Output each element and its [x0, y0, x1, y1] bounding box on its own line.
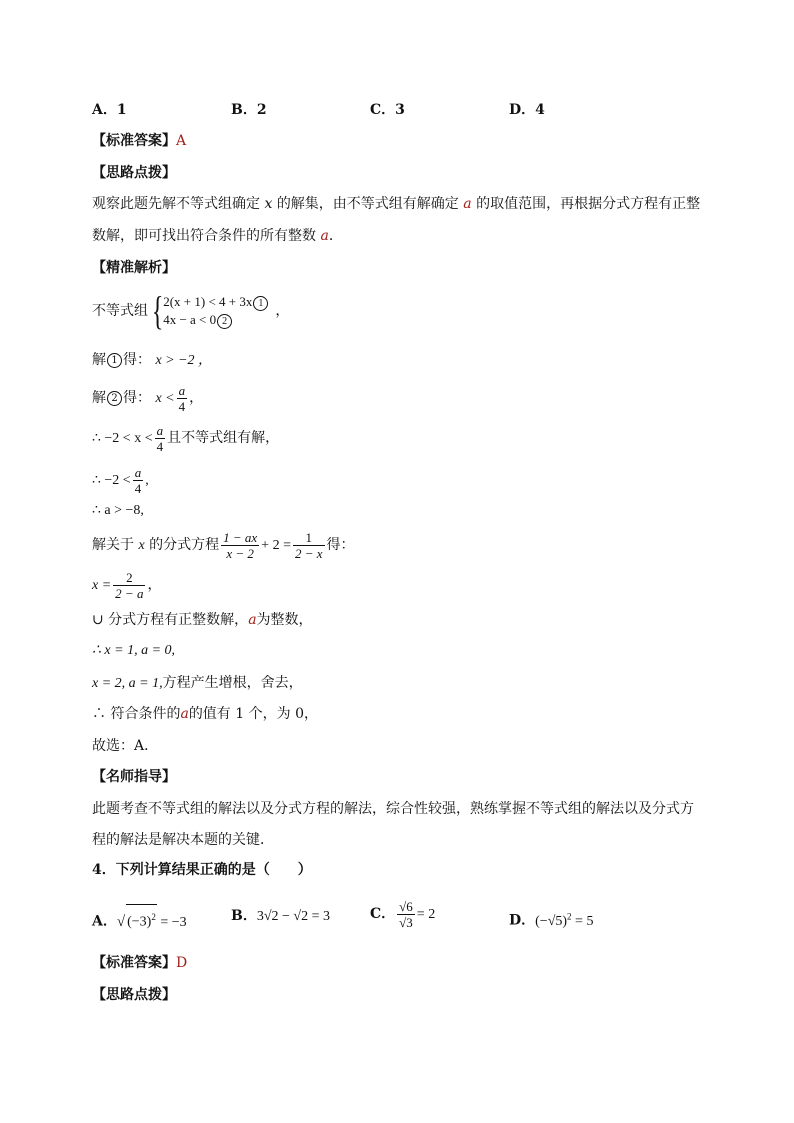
teacher-line-1: 此题考查不等式组的解法以及分式方程的解法，综合性较强，熟练掌握不等式组的解法以及分式方: [92, 801, 694, 817]
q4-option-b: B．3√2 − √2 = 3: [231, 908, 331, 924]
fraction-equation: 解关于 x 的分式方程 $\frac{1 - ax}{x - 2}$ + 2 = $\frac{1}{2 - x}$ 得：: [92, 529, 355, 561]
teacher-heading: 【名师指导】: [92, 769, 176, 785]
answer-label: 【标准答案】: [92, 955, 176, 971]
q3-option-a: A．1: [92, 102, 127, 118]
inequality-1: 2(x + 1) < 4 + 3x 1: [163, 293, 269, 311]
q3-hint-line-2: 数解，即可找出符合条件的所有整数 a．: [92, 228, 343, 244]
q4-answer: [92, 953, 187, 973]
range-line: ∴ −2 < x < $\frac{a}{4}$ 且不等式组有解，: [92, 422, 280, 454]
q4-hint-heading: 【思路点拨】: [92, 987, 176, 1003]
x-solution: x = $\frac{2}{2 - a}$ ，: [92, 569, 162, 601]
q4-option-c: C． $\frac{√6}{√3}$ = 2: [370, 898, 436, 930]
conclusion: ∴ 符合条件的a的值有 1 个，为 0，: [92, 706, 318, 722]
q4-option-d: D．$(-√5)^2 = 5$: [509, 911, 594, 929]
inequality-2: 4x − a < 0 2: [163, 311, 269, 329]
teacher-line-2: 程的解法是解决本题的关键．: [92, 832, 274, 848]
q3-option-b: B．2: [231, 102, 267, 118]
answer-value: A: [176, 133, 187, 149]
q3-hint-line-1: 观察此题先解不等式组确定 x 的解集，由不等式组有解确定 a 的取值范围，再根据分式方程有正整: [92, 196, 701, 212]
q3-hint-heading: 【思路点拨】: [92, 165, 176, 181]
condition-line: ∪ 分式方程有正整数解，a为整数，: [92, 612, 313, 628]
q3-answer: [92, 131, 186, 151]
solve-1: 解 1 得： x > −2 ，: [92, 352, 213, 368]
solve-2: 解 2 得： x < $\frac{a}{4}$ ，: [92, 382, 204, 414]
a-result: ∴ a > −8,: [92, 503, 144, 518]
q3-analysis-heading: 【精准解析】: [92, 260, 176, 276]
case-2: x = 2, a = 1,方程产生增根，舍去，: [92, 675, 303, 691]
case-1: ∴ x = 1, a = 0,: [92, 643, 176, 658]
answer-label: 【标准答案】: [92, 133, 176, 149]
q3-option-c: C．3: [370, 102, 405, 118]
q4-option-a: A．√ $(-3)^2 = -3$: [92, 904, 187, 935]
answer-value: D: [176, 955, 188, 971]
inequality-system: 不等式组{ 2(x + 1) < 4 + 3x 1 4x − a < 0 2 ，: [92, 288, 290, 333]
q4-question: 4．下列计算结果正确的是（ ）: [92, 862, 312, 878]
choose-line: 故选：A．: [92, 738, 159, 754]
ineq-line: ∴ −2 < $\frac{a}{4}$ ,: [92, 464, 149, 496]
q3-option-d: D．4: [509, 102, 545, 118]
